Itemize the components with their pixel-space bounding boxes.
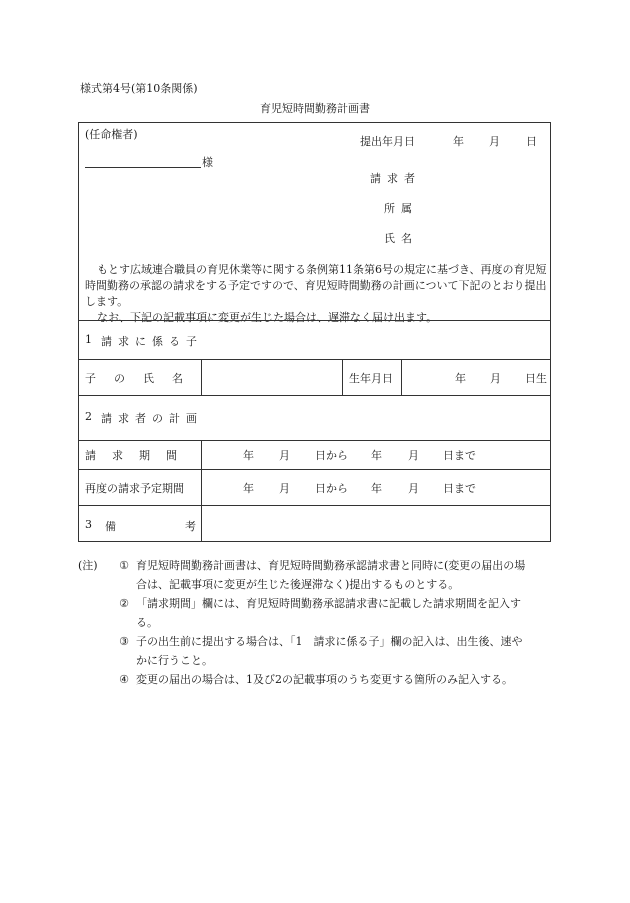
addressee-suffix: 様 xyxy=(202,156,213,169)
period-end-year: 年 xyxy=(371,449,382,462)
note-continuation xyxy=(112,613,558,632)
requester-label: 請求者 xyxy=(370,172,421,185)
appointer-label: (任命権者) xyxy=(85,128,138,141)
period-start-day: 日から xyxy=(315,449,348,462)
section3-number: 3 xyxy=(85,518,92,531)
replan-end-day: 日まで xyxy=(443,482,476,495)
note-number: ④ xyxy=(119,673,129,686)
note-text: 子の出生前に提出する場合は、「1 請求に係る子」欄の記入は、出生後、速や xyxy=(136,635,523,648)
period-start-month: 月 xyxy=(279,449,290,462)
note-text: 育児短時間勤務計画書は、育児短時間勤務承認請求書と同時に(変更の届出の場 xyxy=(136,559,526,572)
document-title: 育児短時間勤務計画書 xyxy=(260,102,370,115)
request-period-label: 請求期間 xyxy=(85,449,193,462)
submission-month: 月 xyxy=(489,135,500,148)
section1-title: 請求に係る子 xyxy=(101,335,203,348)
note-text: 合は、記載事項に変更が生じた後遅滞なく)提出するものとする。 xyxy=(136,578,460,591)
note-text: かに行うこと。 xyxy=(136,654,213,667)
period-end-day: 日まで xyxy=(443,449,476,462)
section2-title: 請求者の計画 xyxy=(101,412,203,425)
birth-year: 年 xyxy=(455,372,466,385)
submission-date-label: 提出年月日 xyxy=(360,135,415,148)
birth-date-label: 生年月日 xyxy=(349,372,393,385)
section3-title-part1: 備 xyxy=(105,520,116,533)
note-item xyxy=(112,632,558,651)
addressee-line xyxy=(85,167,201,168)
form-number: 様式第4号(第10条関係) xyxy=(80,82,198,95)
replan-start-month: 月 xyxy=(279,482,290,495)
submission-year: 年 xyxy=(453,135,464,148)
note-number: ① xyxy=(119,559,129,572)
birth-month: 月 xyxy=(490,372,501,385)
child-name-label: 子の氏名 xyxy=(85,372,201,385)
period-end-month: 月 xyxy=(408,449,419,462)
replan-start-year: 年 xyxy=(243,482,254,495)
requester-name-label: 氏名 xyxy=(384,232,418,245)
note-continuation xyxy=(112,651,558,670)
declaration-paragraph: もとす広域連合職員の育児休業等に関する条例第11条第6号の規定に基づき、再度の育児短時間勤務の承認の請求をする予定ですので、育児短時間勤務の計画について下記のとおり提出します。 xyxy=(85,263,547,308)
note-item xyxy=(78,556,558,575)
notes-section xyxy=(78,556,558,689)
notice-paragraph: なお、下記の記載事項に変更が生じた場合は、遅滞なく届け出ます。 xyxy=(97,311,438,324)
section3-title-part2: 考 xyxy=(185,520,196,533)
replan-period-label: 再度の請求予定期間 xyxy=(85,482,184,495)
form-table xyxy=(78,122,551,542)
replan-end-month: 月 xyxy=(408,482,419,495)
replan-start-day: 日から xyxy=(315,482,348,495)
note-number: ② xyxy=(119,597,129,610)
affiliation-label: 所属 xyxy=(384,202,418,215)
notes-heading: (注) xyxy=(78,559,98,572)
replan-end-year: 年 xyxy=(371,482,382,495)
note-text: 変更の届出の場合は、1及び2の記載事項のうち変更する箇所のみ記入する。 xyxy=(136,673,513,686)
note-continuation xyxy=(112,575,558,594)
note-number: ③ xyxy=(119,635,129,648)
submission-day: 日 xyxy=(526,135,537,148)
note-item xyxy=(112,670,558,689)
birth-day-suffix: 日生 xyxy=(525,372,547,385)
declaration-text xyxy=(85,262,547,326)
note-text: 「請求期間」欄には、育児短時間勤務承認請求書に記載した請求期間を記入す xyxy=(136,597,521,610)
section2-number: 2 xyxy=(85,410,92,423)
period-start-year: 年 xyxy=(243,449,254,462)
section1-number: 1 xyxy=(85,333,92,346)
note-text: る。 xyxy=(136,616,158,629)
note-item xyxy=(112,594,558,613)
